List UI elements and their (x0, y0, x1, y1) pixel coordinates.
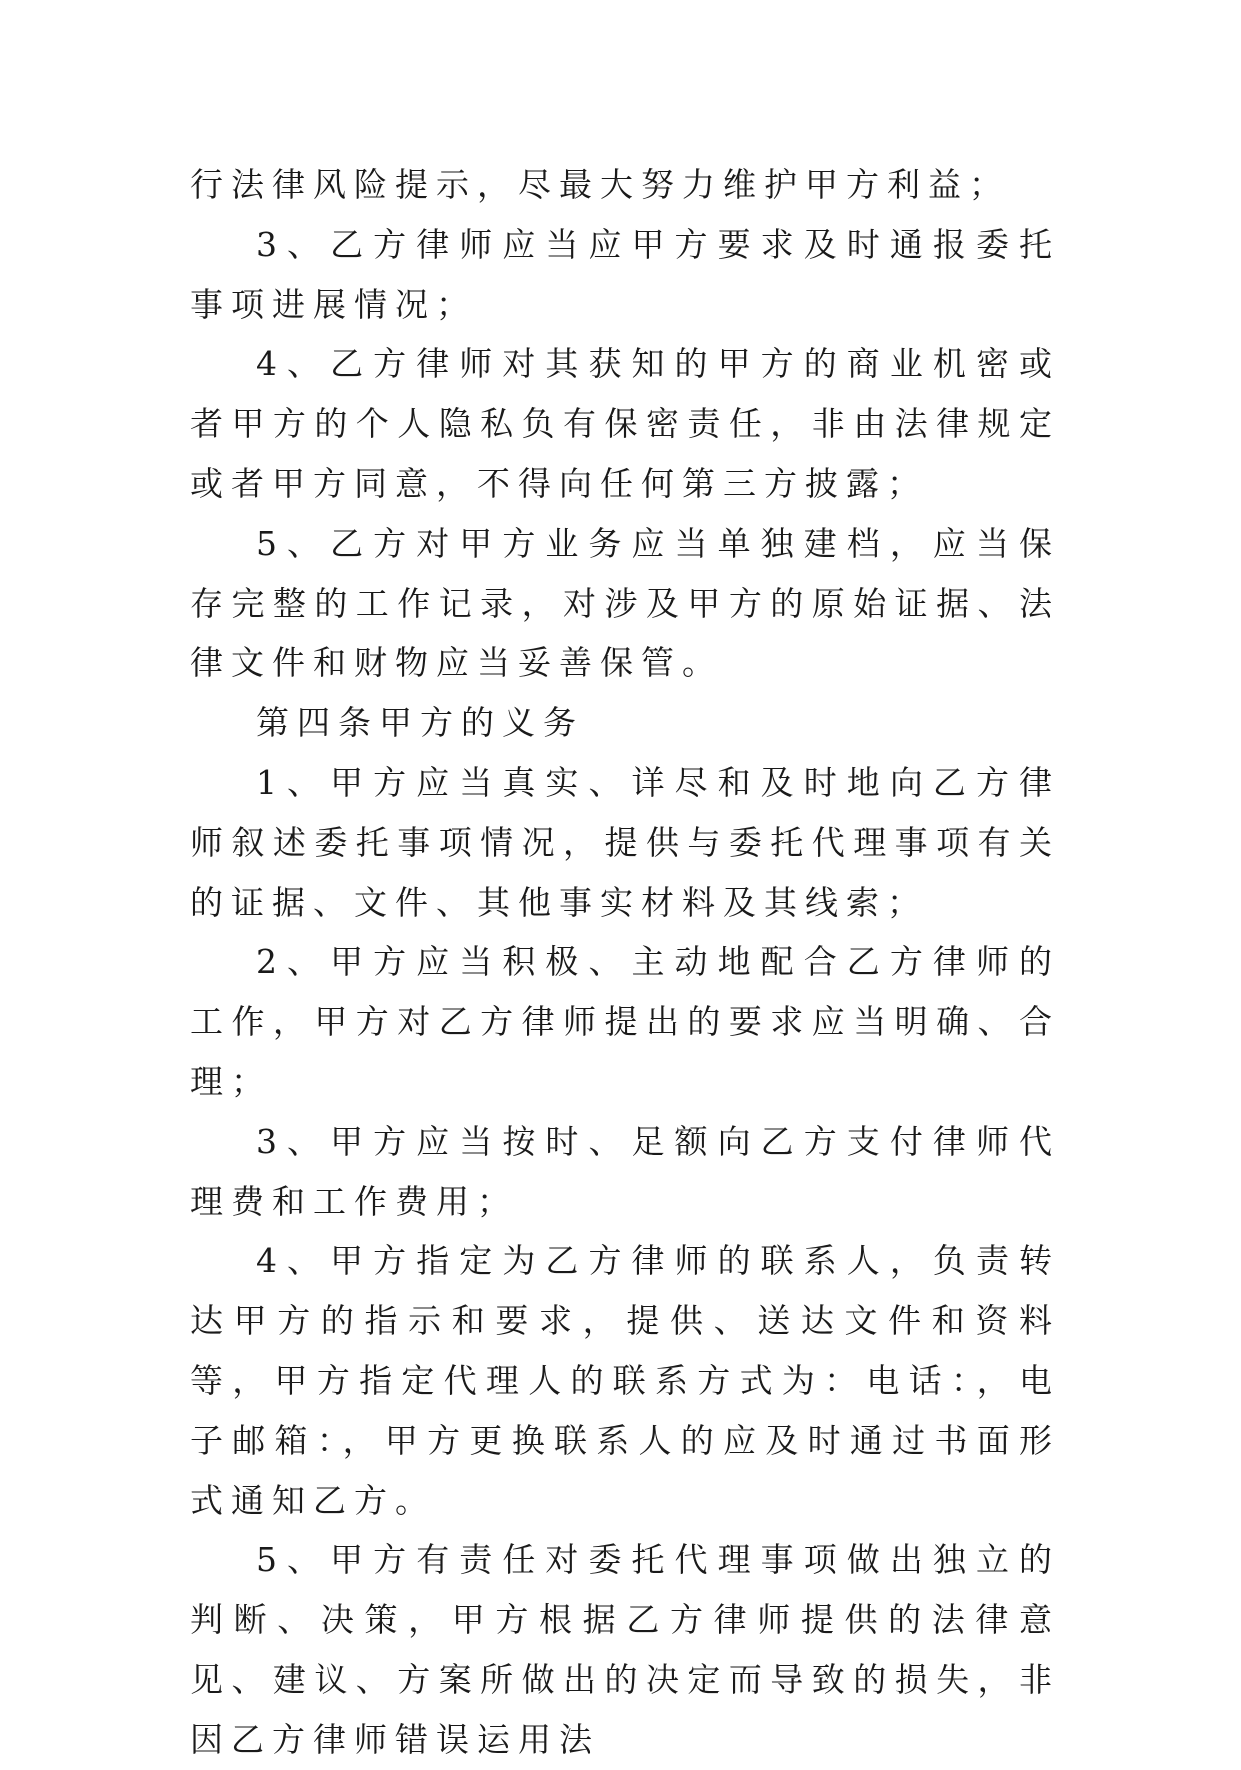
document-body (190, 155, 1060, 1770)
paragraph-clause-4-confidentiality: 4、乙方律师对其获知的甲方的商业机密或者甲方的个人隐私负有保密责任，非由法律规定或者甲方同意，不得向任何第三方披露； (190, 344, 1060, 503)
paragraph-duty-2-cooperation: 2、甲方应当积极、主动地配合乙方律师的工作，甲方对乙方律师提出的要求应当明确、合理； (190, 942, 1060, 1101)
paragraph-duty-1-disclosure: 1、甲方应当真实、详尽和及时地向乙方律师叙述委托事项情况，提供与委托代理事项有关的证据、文件、其他事实材料及其线索； (190, 762, 1060, 922)
paragraph-clause-3-report-progress: 3、乙方律师应当应甲方要求及时通报委托事项进展情况； (190, 224, 1060, 324)
paragraph-duty-3-payment: 3、甲方应当按时、足额向乙方支付律师代理费和工作费用； (190, 1121, 1060, 1221)
section-heading-article-4: 第四条甲方的义务 (256, 703, 584, 743)
paragraph-clause-5-archiving: 5、乙方对甲方业务应当单独建档，应当保存完整的工作记录，对涉及甲方的原始证据、法律文件和财物应当妥善保管。 (190, 523, 1060, 683)
paragraph-duty-4-contact-person: 4、甲方指定为乙方律师的联系人，负责转达甲方的指示和要求，提供、送达文件和资料等，甲方指定代理人的联系方式为：电话：，电子邮箱：，甲方更换联系人的应及时通过书面形式通知乙方。 (190, 1241, 1060, 1520)
paragraph-duty-5-decisions: 5、甲方有责任对委托代理事项做出独立的判断、决策，甲方根据乙方律师提供的法律意见、建议、方案所做出的决定而导致的损失，非因乙方律师错误运用法 (190, 1540, 1060, 1759)
paragraph-continuation: 行法律风险提示，尽最大努力维护甲方利益； (190, 165, 1010, 204)
